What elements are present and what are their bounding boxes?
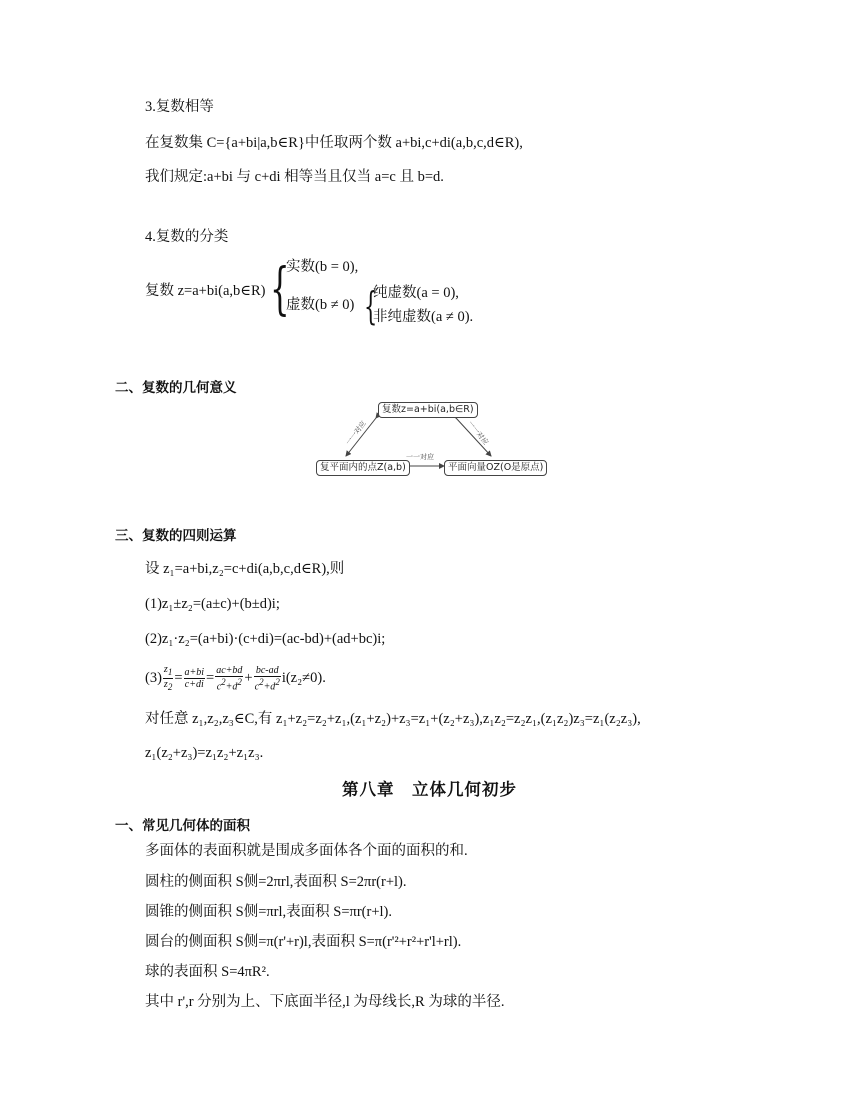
chapter-title: 第八章 立体几何初步: [342, 780, 517, 799]
diagram-box-vector: 平面向量OZ(O是原点): [444, 460, 547, 476]
rule-multiply: (2)z₁·z₂=(a+bi)·(c+di)=(ac-bd)+(ad+bc)i;: [145, 631, 386, 647]
diagram-label-bottom: 一一对应: [406, 453, 434, 461]
non-pure-imaginary-item: 非纯虚数(a ≠ 0).: [373, 309, 474, 325]
rule-divide-prefix: (3): [145, 669, 162, 686]
equality-line-2: 我们规定:a+bi 与 c+di 相等当且仅当 a=c 且 b=d.: [145, 169, 444, 185]
operation-laws-line-2: z₁(z₂+z₃)=z₁z₂+z₁z₃.: [145, 745, 264, 761]
diagram-box-point: 复平面内的点Z(a,b): [316, 460, 410, 476]
section-3-title: 3.复数相等: [145, 99, 214, 115]
pure-imaginary-item: 纯虚数(a = 0),: [373, 285, 459, 301]
imaginary-number-item: 虚数(b ≠ 0): [286, 297, 355, 313]
fraction-a-bi: $\frac{a+bi}{c+di}$: [184, 667, 205, 690]
diagram-label-left: 一一对应: [344, 419, 368, 447]
fraction-z1-z2: $\frac{z_1}{z_2}$: [163, 664, 173, 692]
equality-line-1: 在复数集 C={a+bi|a,b∈R}中任取两个数 a+bi,c+di(a,b,c,d∈R),: [145, 135, 523, 151]
section-4-title: 4.复数的分类: [145, 229, 229, 245]
fraction-ac-bd: $\frac{ac+bd}{c^2+d^2}$: [216, 664, 243, 693]
rule-add-subtract: (1)z₁±z₂=(a±c)+(b±d)i;: [145, 596, 280, 612]
operations-intro: 设 z₁=a+bi,z₂=c+di(a,b,c,d∈R),则: [145, 561, 345, 577]
operations-heading: 三、复数的四则运算: [115, 528, 237, 544]
rule-divide: (3) $\frac{z_1}{z_2}$ = $\frac{a+bi}{c+di}$ = $\frac{ac+bd}{c^2+d^2}$ + $\frac{bc-ad}{c^2+d^2}$ i(z₂≠0).: [145, 664, 326, 693]
geometry-diagram: [316, 400, 546, 480]
area-line-polyhedron: 多面体的表面积就是围成多面体各个面的面积的和.: [145, 843, 468, 859]
area-line-cone: 圆锥的侧面积 S侧=πrl,表面积 S=πr(r+l).: [145, 904, 393, 920]
diagram-label-right: 一一对应: [466, 419, 490, 447]
area-line-cylinder: 圆柱的侧面积 S侧=2πrl,表面积 S=2πr(r+l).: [145, 874, 407, 890]
area-line-notes: 其中 r',r 分别为上、下底面半径,l 为母线长,R 为球的半径.: [145, 994, 505, 1010]
rule-divide-suffix: i(z₂≠0).: [281, 669, 326, 686]
diagram-box-complex-number: 复数z=a+bi(a,b∈R): [378, 402, 478, 418]
fraction-bc-ad: $\frac{bc-ad}{c^2+d^2}$: [254, 664, 280, 693]
real-number-item: 实数(b = 0),: [286, 259, 359, 275]
inner-brace: {: [364, 284, 378, 328]
areas-heading: 一、常见几何体的面积: [115, 818, 250, 834]
outer-brace: {: [270, 257, 290, 322]
area-line-sphere: 球的表面积 S=4πR².: [145, 964, 270, 980]
classification-lead: 复数 z=a+bi(a,b∈R): [145, 283, 266, 299]
operation-laws-line-1: 对任意 z₁,z₂,z₃∈C,有 z₁+z₂=z₂+z₁,(z₁+z₂)+z₃=z₁+(z₂+z₃),z₁z₂=z₂z₁,(z₁z₂)z₃=z₁(z₂z₃),: [145, 711, 641, 727]
geometric-meaning-heading: 二、复数的几何意义: [115, 380, 237, 396]
area-line-frustum: 圆台的侧面积 S侧=π(r'+r)l,表面积 S=π(r'²+r²+r'l+rl).: [145, 934, 462, 950]
